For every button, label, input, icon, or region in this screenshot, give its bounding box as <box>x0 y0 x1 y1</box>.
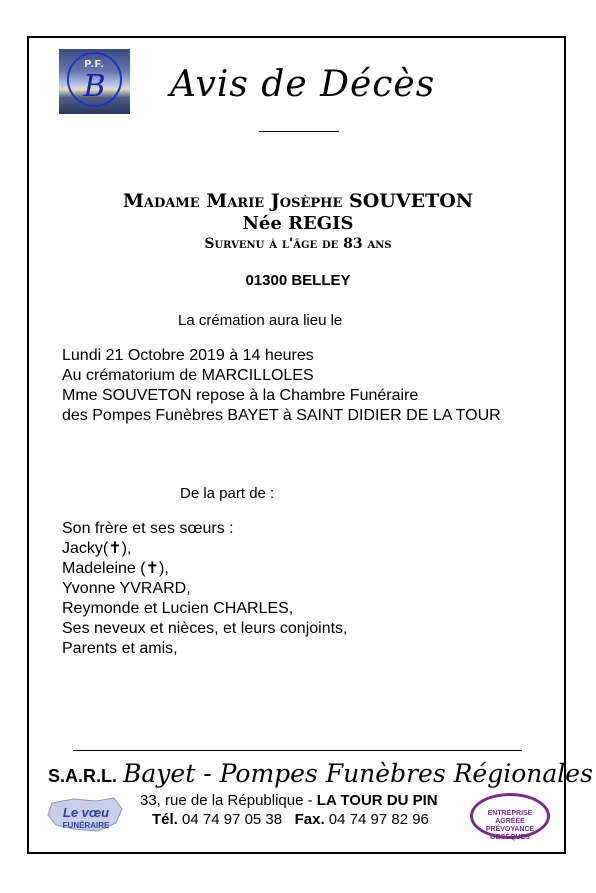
detail-line: Lundi 21 Octobre 2019 à 14 heures <box>62 347 314 364</box>
title-divider <box>259 131 339 132</box>
detail-line: des Pompes Funèbres BAYET à SAINT DIDIER DE LA TOUR <box>62 407 501 424</box>
levoeu-brand: Le vœu <box>62 805 110 820</box>
entreprise-agreee-badge <box>470 793 550 839</box>
deceased-birth-name: Née REGIS <box>242 213 354 234</box>
family-line: Son frère et ses sœurs : <box>62 520 234 537</box>
levoeu-sub: FUNÉRAIRE <box>62 821 110 830</box>
pf-bayet-logo <box>59 49 130 114</box>
address-town: LA TOUR DU PIN <box>316 792 438 809</box>
fax-label: Fax. <box>294 811 325 828</box>
levoeu-funeraire-logo <box>44 795 128 835</box>
family-line: Parents et amis, <box>62 640 178 657</box>
family-line: Ses neveux et nièces, et leurs conjoints, <box>62 620 348 637</box>
company-line <box>48 759 593 788</box>
deceased-city: 01300 BELLEY <box>245 272 351 289</box>
badge-bottom: PRÉVOYANCE OBSÈQUES <box>485 826 535 841</box>
family-line: Madeleine (✝), <box>62 560 169 577</box>
company-sarl: S.A.R.L. <box>48 766 118 786</box>
company-address <box>140 792 438 809</box>
notice-title: Avis de Décès <box>170 64 436 105</box>
logo-pf-text: P.F. <box>84 59 105 70</box>
family-list <box>62 519 348 659</box>
family-line: Reymonde et Lucien CHARLES, <box>62 600 294 617</box>
fax-number: 04 74 97 82 96 <box>324 811 429 828</box>
footer-divider <box>73 750 522 751</box>
tel-number: 04 74 97 05 38 <box>177 811 283 828</box>
address-street: 33, rue de la République - <box>140 792 317 809</box>
family-line: Yvonne YVRARD, <box>62 580 191 597</box>
logo-b-letter: B <box>83 69 106 104</box>
from-intro: De la part de : <box>180 485 275 502</box>
deceased-name: Madame Marie Josèphe SOUVETON <box>122 190 474 212</box>
company-name: Bayet - Pompes Funèbres Régionales <box>123 759 593 788</box>
cremation-intro: La crémation aura lieu le <box>178 312 343 329</box>
notice-frame <box>27 36 566 854</box>
badge-text <box>473 810 547 842</box>
ceremony-details <box>62 346 501 426</box>
deceased-age: Survenu à l'âge de 83 ans <box>204 236 392 252</box>
badge-top: ENTREPRISE AGRÉÉE <box>487 810 533 825</box>
family-line: Jacky(✝), <box>62 540 132 557</box>
company-phones <box>152 811 429 828</box>
detail-line: Au crématorium de MARCILLOLES <box>62 367 314 384</box>
tel-label: Tél. <box>152 811 178 828</box>
detail-line: Mme SOUVETON repose à la Chambre Funéraire <box>62 387 419 404</box>
